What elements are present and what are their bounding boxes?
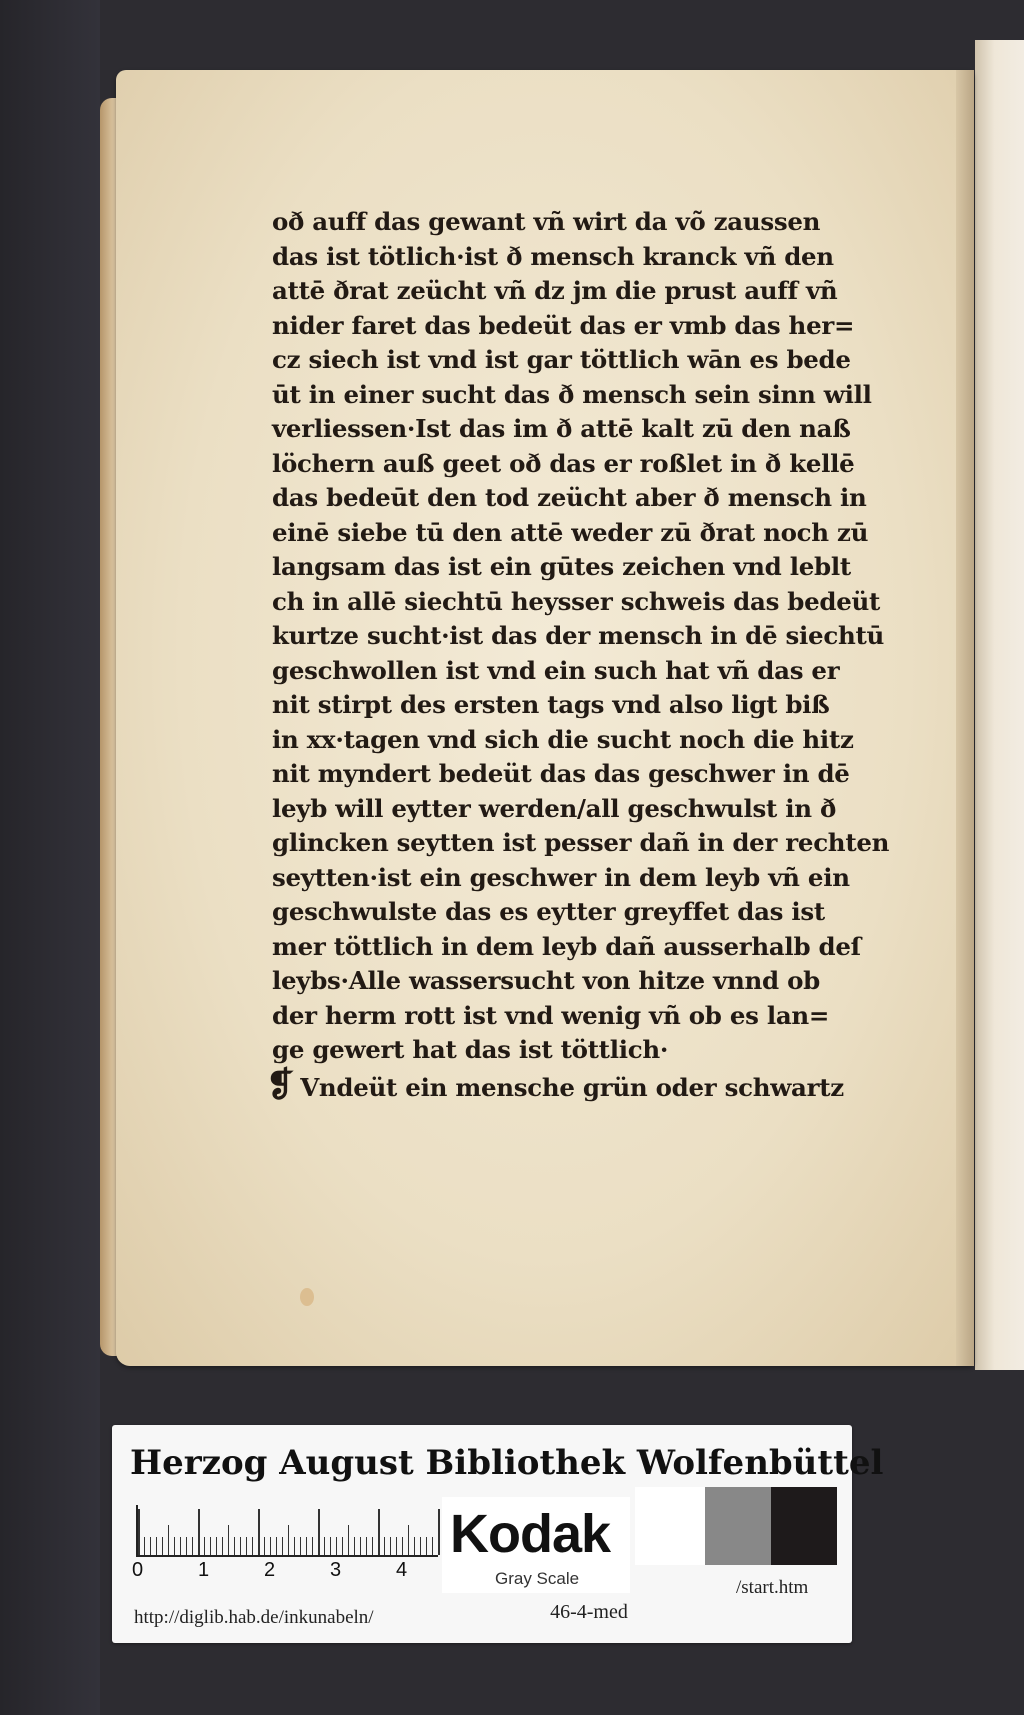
ruler-tick	[144, 1537, 145, 1555]
ruler-tick	[222, 1537, 223, 1555]
text-line: attē ðrat zeücht vñ dz jm die prust auff vñ	[272, 276, 838, 305]
shelfmark: 46-4-med	[550, 1601, 628, 1623]
text-line: nit myndert bedeüt das das geschwer in dē	[272, 759, 850, 788]
ruler-tick	[324, 1537, 325, 1555]
ruler-tick	[366, 1537, 367, 1555]
page-gutter	[956, 70, 974, 1366]
ruler-tick	[204, 1537, 205, 1555]
ruler-tick	[258, 1509, 260, 1555]
ruler-numbers	[132, 1559, 452, 1585]
text-line: ūt in einer sucht das ð mensch sein sinn will	[272, 379, 872, 409]
ruler-tick	[348, 1525, 349, 1555]
ruler-tick	[402, 1537, 403, 1555]
ruler-tick	[168, 1525, 169, 1555]
text-line: ch in allē siechtū heysser schweis das bedeüt	[272, 586, 881, 616]
text-line: das bedeūt den tod zeücht aber ð mensch in	[272, 483, 867, 512]
ruler-tick	[240, 1537, 241, 1555]
text-line: oð auff das gewant vñ wirt da võ zaussen	[272, 207, 821, 236]
paragraph-line	[266, 1064, 912, 1105]
ruler-tick	[378, 1509, 380, 1555]
ruler-number: 1	[198, 1559, 210, 1581]
facing-page	[975, 40, 1024, 1370]
ruler-tick	[228, 1525, 229, 1555]
ruler-tick	[234, 1537, 235, 1555]
text-line: leybs·Alle wassersucht von hitze vnnd ob	[272, 966, 820, 995]
swatch-white	[635, 1487, 705, 1565]
ruler-tick	[306, 1537, 307, 1555]
ruler-tick	[186, 1537, 187, 1555]
ruler-tick	[180, 1537, 181, 1555]
ruler-tick	[300, 1537, 301, 1555]
ruler-tick	[360, 1537, 361, 1555]
ruler-number: 3	[330, 1559, 342, 1581]
library-url: http://diglib.hab.de/inkunabeln/	[134, 1607, 374, 1628]
ruler-tick	[438, 1509, 440, 1555]
ruler-tick	[270, 1537, 271, 1555]
ruler-number: 0	[132, 1559, 144, 1581]
ruler-tick	[150, 1537, 151, 1555]
ruler-tick	[162, 1537, 163, 1555]
ruler-tick	[210, 1537, 211, 1555]
text-line: langsam das ist ein gūtes zeichen vnd leblt	[272, 552, 851, 581]
text-line: seytten·ist ein geschwer in dem leyb vñ ein	[272, 862, 850, 892]
text-line: glincken seytten ist pesser dañ in der rechten	[272, 828, 890, 857]
ruler-tick	[318, 1509, 320, 1555]
swatch-gray	[705, 1487, 771, 1565]
library-title: Herzog August Bibliothek Wolfenbüttel	[130, 1443, 884, 1483]
ruler-tick	[390, 1537, 391, 1555]
ruler-number: 2	[264, 1559, 276, 1581]
ruler-tick	[246, 1537, 247, 1555]
ruler-tick	[336, 1537, 337, 1555]
text-line: nit stirpt des ersten tags vnd also ligt biß	[272, 690, 830, 719]
ruler-tick	[156, 1537, 157, 1555]
text-line: nider faret das bedeüt das er vmb das her=	[272, 310, 855, 340]
ruler-tick	[354, 1537, 355, 1555]
text-line: kurtze sucht·ist das der mensch in dē siechtū	[272, 621, 884, 650]
ruler-tick	[252, 1537, 253, 1555]
text-line: cz siech ist vnd ist gar töttlich wān es bede	[272, 345, 851, 374]
text-line: geschwulste das es eytter greyffet das ist	[272, 897, 825, 926]
ruler-tick	[384, 1537, 385, 1555]
ruler-tick	[294, 1537, 295, 1555]
ruler-tick	[330, 1537, 331, 1555]
ruler-tick	[198, 1509, 200, 1555]
text-line: in xx·tagen vnd sich die sucht noch die hitz	[272, 724, 854, 754]
text-line: geschwollen ist vnd ein such hat vñ das er	[272, 655, 840, 685]
gray-scale-label: Gray Scale	[495, 1569, 580, 1588]
text-line: einē siebe tū den attē weder zū ðrat noch zū	[272, 517, 869, 547]
ruler-number: 4	[396, 1559, 408, 1581]
swatch-black	[771, 1487, 837, 1565]
ruler-tick	[216, 1537, 217, 1555]
text-line: das ist tötlich·ist ð mensch kranck vñ den	[272, 241, 834, 271]
ruler-tick	[282, 1537, 283, 1555]
text-line: ge gewert hat das ist töttlich·	[272, 1035, 669, 1064]
text-line: mer töttlich in dem leyb dañ ausserhalb deſ	[272, 931, 861, 961]
ruler-tick	[372, 1537, 373, 1555]
ruler-tick	[174, 1537, 175, 1555]
page-text	[266, 205, 912, 1105]
ruler-tick	[414, 1537, 415, 1555]
start-link-text: /start.htm	[736, 1577, 809, 1598]
ruler-tick	[138, 1509, 140, 1555]
ruler-tick	[192, 1537, 193, 1555]
text-line: löchern auß geet oð das er roßlet in ð kellē	[272, 448, 855, 478]
ruler-tick	[342, 1537, 343, 1555]
text-line: leyb will eytter werden/all geschwulst in ð	[272, 793, 837, 823]
pilcrow-icon: ❡	[266, 1064, 295, 1105]
color-target-card	[112, 1425, 884, 1643]
ruler-tick	[426, 1537, 427, 1555]
paper-stain	[300, 1288, 314, 1306]
ruler-tick	[264, 1537, 265, 1555]
paragraph-line-text: Vndeüt ein mensche grün oder schwartz	[300, 1072, 844, 1102]
backdrop	[0, 0, 100, 1715]
ruler-tick	[432, 1537, 433, 1555]
ruler-tick	[420, 1537, 421, 1555]
ruler	[136, 1505, 438, 1557]
ruler-tick	[408, 1525, 409, 1555]
text-line: der herm rott ist vnd wenig vñ ob es lan=	[272, 1000, 830, 1030]
ruler-tick	[276, 1537, 277, 1555]
kodak-logo: Kodak	[450, 1504, 611, 1564]
text-line: verliessen·Ist das im ð attē kalt zū den naß	[272, 414, 851, 443]
ruler-tick	[288, 1525, 289, 1555]
ruler-tick	[312, 1537, 313, 1555]
ruler-tick	[396, 1537, 397, 1555]
